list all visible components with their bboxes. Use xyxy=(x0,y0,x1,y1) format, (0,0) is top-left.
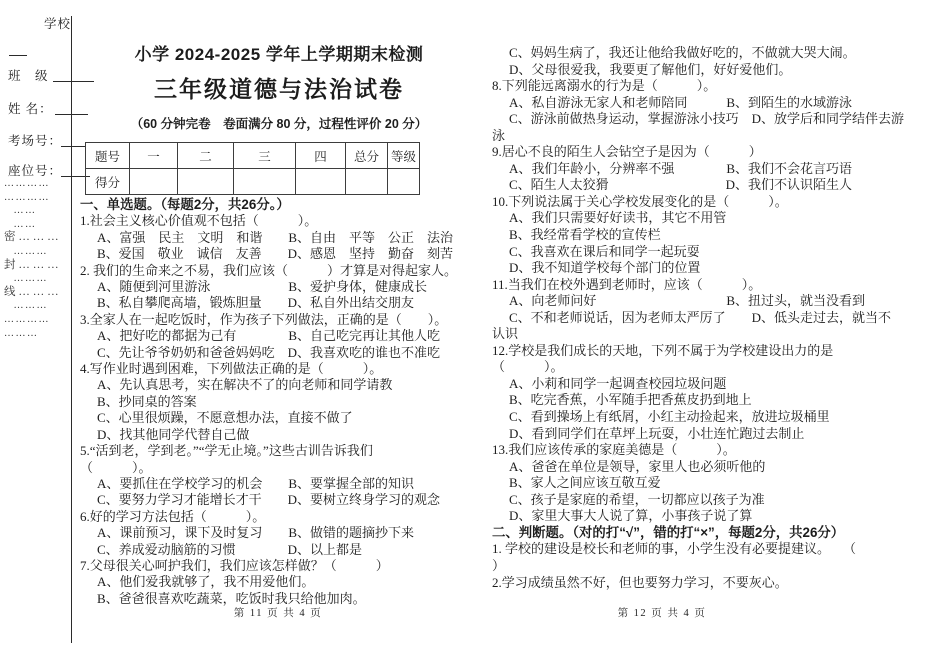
score-entry-cell xyxy=(388,169,420,195)
score-label-cell: 得分 xyxy=(86,169,130,195)
question-line: 认识 xyxy=(492,326,519,342)
score-table-score-row xyxy=(86,169,420,195)
seal-dotted-lines xyxy=(4,177,70,340)
name-label: 姓 名： xyxy=(8,102,53,116)
score-table-header-cell: 四 xyxy=(296,143,346,169)
score-table-header-cell: 总分 xyxy=(346,143,388,169)
column-left xyxy=(80,0,478,658)
question-line: C、先让爷爷奶奶和爸爸妈妈吃 D、我喜欢吃的谁也不准吃 xyxy=(97,344,441,360)
question-line: 1. 学校的建设是校长和老师的事，小学生没有必要提建议。 （ xyxy=(492,541,857,557)
question-line: B、私自攀爬高墙，锻炼胆量 D、私自外出结交朋友 xyxy=(97,295,415,311)
score-table-header-cell: 题号 xyxy=(86,143,130,169)
question-line: C、不和老师说话，因为老师太严厉了 D、低头走过去，就当不 xyxy=(509,309,892,325)
exam-room-label: 考场号： xyxy=(8,134,63,148)
question-line: C、心里很烦躁，不愿意想办法，直接不做了 xyxy=(97,410,353,426)
score-entry-cell xyxy=(130,169,178,195)
question-line: 4.写作业时遇到困难，下列做法正确的是（ ）。 xyxy=(80,361,383,377)
question-line: 2. 我们的生命来之不易，我们应该（ ）才算是对得起家人。 xyxy=(80,262,458,278)
question-line: B、家人之间应该互敬互爱 xyxy=(509,475,661,491)
question-line: B、吃完香蕉，小军随手把香蕉皮扔到地上 xyxy=(509,392,752,408)
seal-dots: … … … xyxy=(4,245,46,257)
question-line: D、找其他同学代替自己做 xyxy=(97,426,250,442)
question-line: C、我喜欢在课后和同学一起玩耍 xyxy=(509,243,700,259)
question-line: A、小莉和同学一起调查校园垃圾问题 xyxy=(509,375,727,391)
questions-left xyxy=(80,197,478,607)
question-line: D、家里大事大人说了算，小事孩子说了算 xyxy=(509,508,753,524)
question-line: 3.全家人在一起吃饭时，作为孩子下列做法，正确的是（ ）。 xyxy=(80,311,448,327)
question-line: B、爸爸很喜欢吃蔬菜，吃饭时我只给他加肉。 xyxy=(97,590,366,606)
page-number-left: 第 11 页 共 4 页 xyxy=(233,608,323,619)
question-line: A、向老师问好 B、扭过头，就当没看到 xyxy=(509,293,866,309)
question-line: C、妈妈生病了，我还让他给我做好吃的，不做就大哭大闹。 xyxy=(509,45,856,60)
seat-number-label: 座位号： xyxy=(8,164,63,178)
score-table-header-cell: 一 xyxy=(130,143,178,169)
seal-dots: 封 … … … xyxy=(4,258,59,271)
question-line: C、游泳前做热身运动，掌握游泳小技巧 D、放学后和同学结伴去游 xyxy=(509,111,905,127)
score-entry-cell xyxy=(178,169,234,195)
question-line: C、养成爱动脑筋的习惯 D、以上都是 xyxy=(97,541,363,557)
question-line: A、爸爸在单位是领导，家里人也必须听他的 xyxy=(509,458,766,474)
seal-dots: … … … xyxy=(4,273,46,285)
question-line: 一、单选题。（每题2分，共26分。） xyxy=(80,197,290,212)
seal-dots: … … … xyxy=(4,327,37,339)
score-table xyxy=(85,142,420,195)
question-line: 10.下列说法属于关心学校发展变化的是（ ）。 xyxy=(492,193,788,209)
question-line: 泳 xyxy=(492,127,506,143)
class-label: 班 级 xyxy=(8,69,49,83)
seal-dots: … … … … xyxy=(4,313,48,325)
question-line: A、要抓住在学校学习的机会 B、要掌握全部的知识 xyxy=(97,475,415,491)
seal-dots: 密 … … … xyxy=(4,231,59,244)
question-line: 1.社会主义核心价值观不包括（ ）。 xyxy=(80,213,318,229)
question-line: 二、判断题。（对的打“√”，错的打“×”，每题2分，共26分） xyxy=(492,524,845,540)
question-line: C、陌生人太狡猾 D、我们不认识陌生人 xyxy=(509,177,853,193)
question-line: C、孩子是家庭的希望，一切都应以孩子为准 xyxy=(509,491,765,507)
score-table-header-cell: 二 xyxy=(178,143,234,169)
question-line: A、先认真思考，实在解决不了的向老师和同学请教 xyxy=(97,377,393,393)
score-table-header-cell: 等级 xyxy=(388,143,420,169)
question-line: （ ）。 xyxy=(492,359,564,375)
column-right xyxy=(492,0,918,658)
score-table-header-cell: 三 xyxy=(234,143,296,169)
question-line: A、课前预习，课下及时复习 B、做错的题摘抄下来 xyxy=(97,525,415,541)
seal-dots: … … xyxy=(4,205,35,217)
question-line: 5.“活到老，学到老。”“学无止境。”这些古训告诉我们 xyxy=(80,443,373,459)
question-line: A、我们年龄小，分辨率不强 B、我们不会花言巧语 xyxy=(509,160,853,176)
question-line: D、看到同学们在草坪上玩耍，小壮连忙跑过去制止 xyxy=(509,425,805,441)
question-line: B、我经常看学校的宣传栏 xyxy=(509,227,661,243)
question-line: D、我不知道学校每个部门的位置 xyxy=(509,260,701,276)
seal-dots: … … … xyxy=(4,300,46,312)
question-line: A、我们只需要好好读书，其它不用管 xyxy=(509,210,727,226)
question-line: 9.居心不良的陌生人会钻空子是因为（ ） xyxy=(492,144,762,160)
seal-margin xyxy=(0,0,79,658)
question-line: B、爱国 敬业 诚信 友善 D、感恩 坚持 勤奋 刻苦 xyxy=(97,246,454,262)
question-line: 8.下列能远离溺水的行为是（ ）。 xyxy=(492,78,717,94)
question-line: C、看到操场上有纸屑，小红主动捡起来，放进垃圾桶里 xyxy=(509,409,830,425)
question-line: 13.我们应该传承的家庭美德是（ ）。 xyxy=(492,442,736,458)
page-number-right: 第 12 页 共 4 页 xyxy=(617,608,707,619)
question-line: A、把好吃的都据为己有 B、自己吃完再让其他人吃 xyxy=(97,328,441,344)
question-line: C、要努力学习才能增长才干 D、要树立终身学习的观念 xyxy=(97,492,441,508)
seal-dots: … … xyxy=(4,218,35,230)
exam-session-title: 小学 2024-2025 学年上学期期末检测 xyxy=(134,45,424,64)
seal-dots: … … … … xyxy=(4,178,48,189)
question-line: A、随便到河里游泳 B、爱护身体，健康成长 xyxy=(97,279,428,295)
question-line: 12.学校是我们成长的天地，下列不属于为学校建设出力的是 xyxy=(492,342,834,358)
seal-dots: … … … … xyxy=(4,191,48,203)
question-line: D、父母很爱我，我要更了解他们，好好爱他们。 xyxy=(509,61,792,77)
question-line: 2.学习成绩虽然不好，但也要努力学习，不要灰心。 xyxy=(492,574,788,590)
question-line: 7.父母很关心呵护我们，我们应该怎样做？（ ） xyxy=(80,557,389,573)
question-line: （ ）。 xyxy=(80,459,152,475)
exam-subtitle: （60 分钟完卷 卷面满分 80 分，过程性评价 20 分） xyxy=(130,117,428,131)
question-line: ） xyxy=(492,557,506,573)
question-line: A、他们爱我就够了，我不用爱他们。 xyxy=(97,574,315,590)
paper-title: 三年级道德与法治试卷 xyxy=(154,76,404,102)
score-entry-cell xyxy=(346,169,388,195)
seal-vertical-line xyxy=(71,16,72,643)
questions-right xyxy=(492,45,918,591)
exam-paper xyxy=(80,0,940,658)
score-table-header-row xyxy=(86,143,420,169)
question-line: B、抄同桌的答案 xyxy=(97,393,197,409)
score-entry-cell xyxy=(296,169,346,195)
question-line: A、富强 民主 文明 和谐 B、自由 平等 公正 法治 xyxy=(97,229,454,245)
question-line: 11.当我们在校外遇到老师时，应该（ ）。 xyxy=(492,276,762,292)
question-line: A、私自游泳无家人和老师陪同 B、到陌生的水域游泳 xyxy=(509,94,853,110)
question-line: 6.好的学习方法包括（ ）。 xyxy=(80,508,266,524)
blank-dash xyxy=(9,55,27,56)
school-label: 学校 xyxy=(44,17,72,31)
seal-dots: 线 … … … xyxy=(4,285,59,298)
score-entry-cell xyxy=(234,169,296,195)
